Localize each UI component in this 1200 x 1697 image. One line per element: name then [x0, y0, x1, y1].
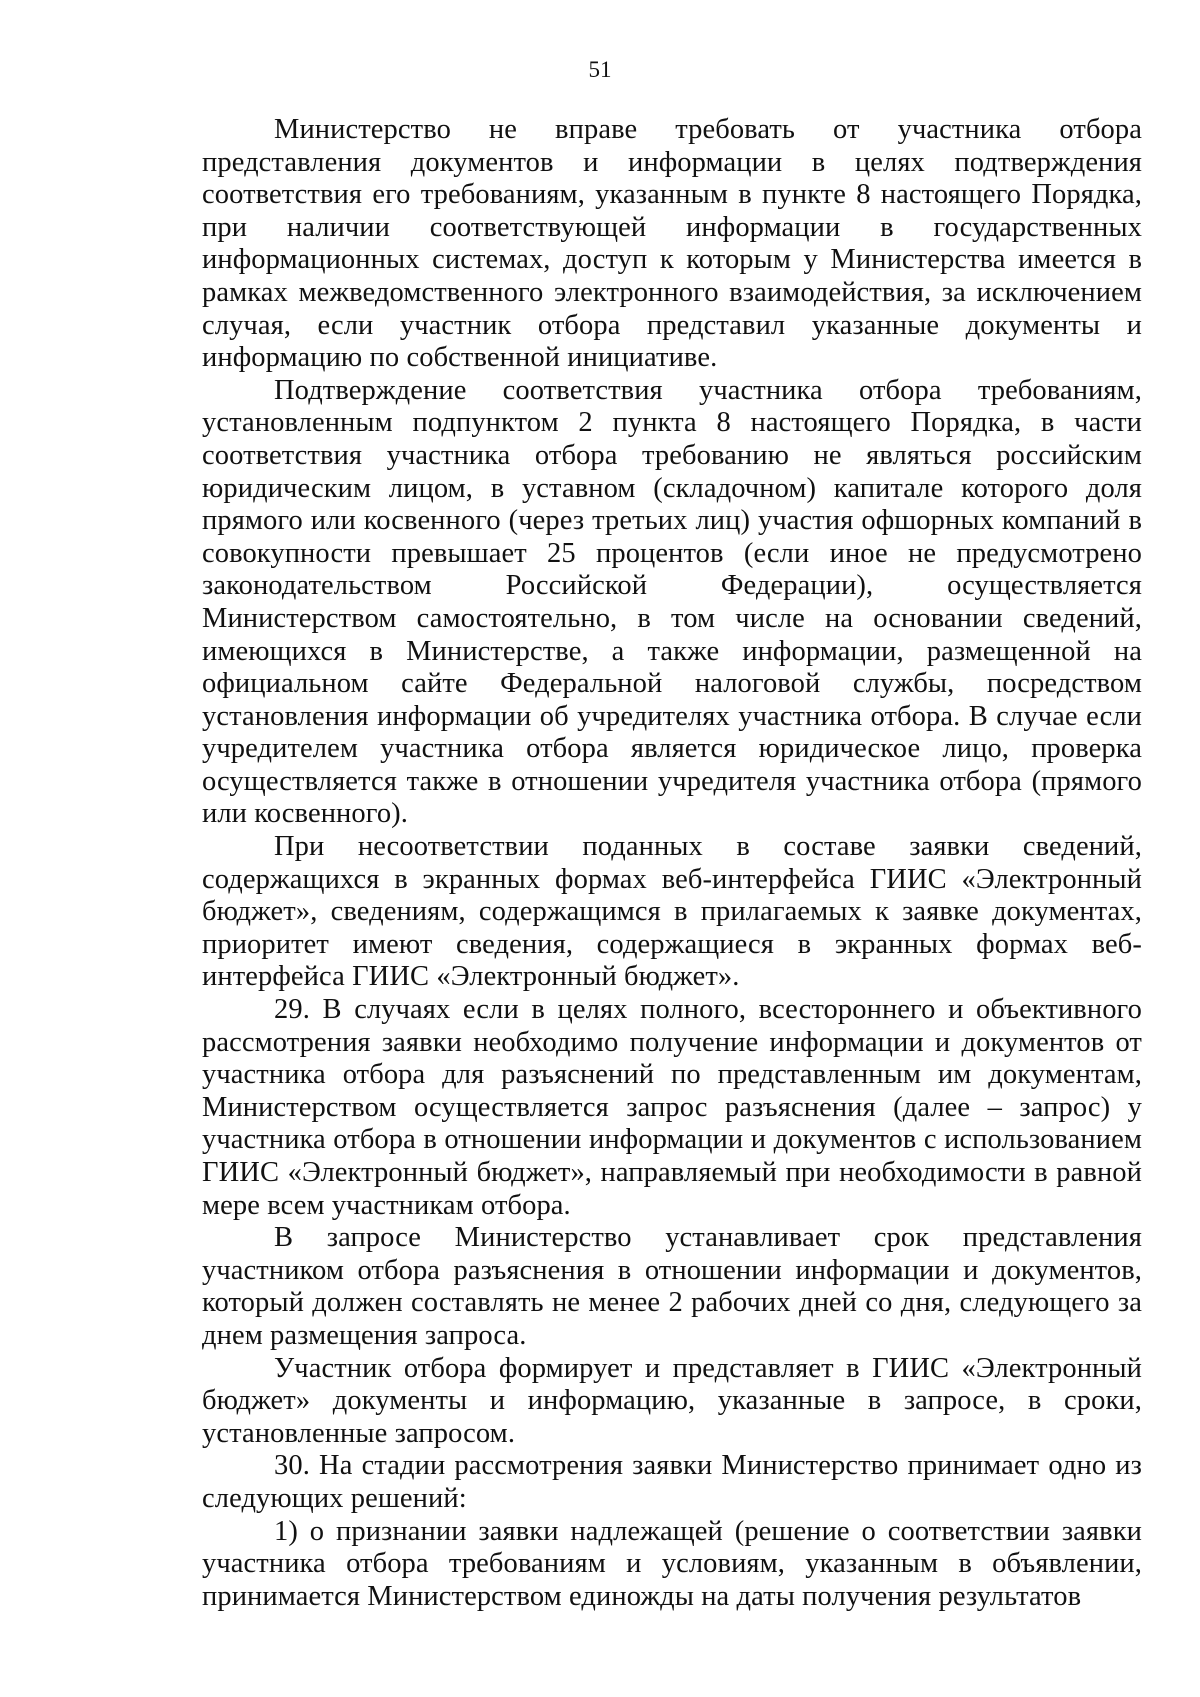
paragraph-decision-1: 1) о признании заявки надлежащей (решение о соответствии заявки участника отбора требованиям и условиям, указанным в объявлении, принимается Министерством единожды на даты получения результатов [202, 1515, 1142, 1612]
page-number: 51 [588, 57, 612, 82]
paragraph-request-deadline: В запросе Министерство устанавливает срок представления участником отбора разъяснения в отношении информации и документов, который должен составлять не менее 2 рабочих дней со дня, следующего за днем размещения запроса. [202, 1222, 1142, 1351]
paragraph-clause-29: 29. В случаях если в целях полного, всестороннего и объективного рассмотрения заявки необходимо получение информации и документов от участника отбора для разъяснений по представленным им документам, Министерством осуществляется запрос разъяснения (далее – запрос) у участника отбора в отношении информации и документов с использованием ГИИС «Электронный бюджет», направляемый при необходимости в равной мере всем участникам отбора. [202, 994, 1142, 1221]
paragraph-clause-30: 30. На стадии рассмотрения заявки Министерство принимает одно из следующих решений: [202, 1450, 1142, 1514]
document-body [202, 114, 1142, 1613]
paragraph-ministry-info-request: Министерство не вправе требовать от участника отбора представления документов и информации в целях подтверждения соответствия его требованиям, указанным в пункте 8 настоящего Порядка, при наличии соответствующей информации в государственных информационных системах, доступ к которым у Министерства имеется в рамках межведомственного электронного взаимодействия, за исключением случая, если участник отбора представил указанные документы и информацию по собственной инициативе. [202, 114, 1142, 374]
paragraph-data-mismatch-priority: При несоответствии поданных в составе заявки сведений, содержащихся в экранных формах веб-интерфейса ГИИС «Электронный бюджет», сведениям, содержащимся в прилагаемых к заявке документах, приоритет имеют сведения, содержащиеся в экранных формах веб-интерфейса ГИИС «Электронный бюджет». [202, 831, 1142, 993]
paragraph-offshore-check: Подтверждение соответствия участника отбора требованиям, установленным подпунктом 2 пункта 8 настоящего Порядка, в части соответствия участника отбора требованию не являться российским юридическим лицом, в уставном (складочном) капитале которого доля прямого или косвенного (через третьих лиц) участия офшорных компаний в совокупности превышает 25 процентов (если иное не предусмотрено законодательством Российской Федерации), осуществляется Министерством самостоятельно, в том числе на основании сведений, имеющихся в Министерстве, а также информации, размещенной на официальном сайте Федеральной налоговой службы, посредством установления информации об учредителях участника отбора. В случае если учредителем участника отбора является юридическое лицо, проверка осуществляется также в отношении учредителя участника отбора (прямого или косвенного). [202, 374, 1142, 830]
paragraph-participant-response: Участник отбора формирует и представляет в ГИИС «Электронный бюджет» документы и информацию, указанные в запросе, в сроки, установленные запросом. [202, 1352, 1142, 1449]
